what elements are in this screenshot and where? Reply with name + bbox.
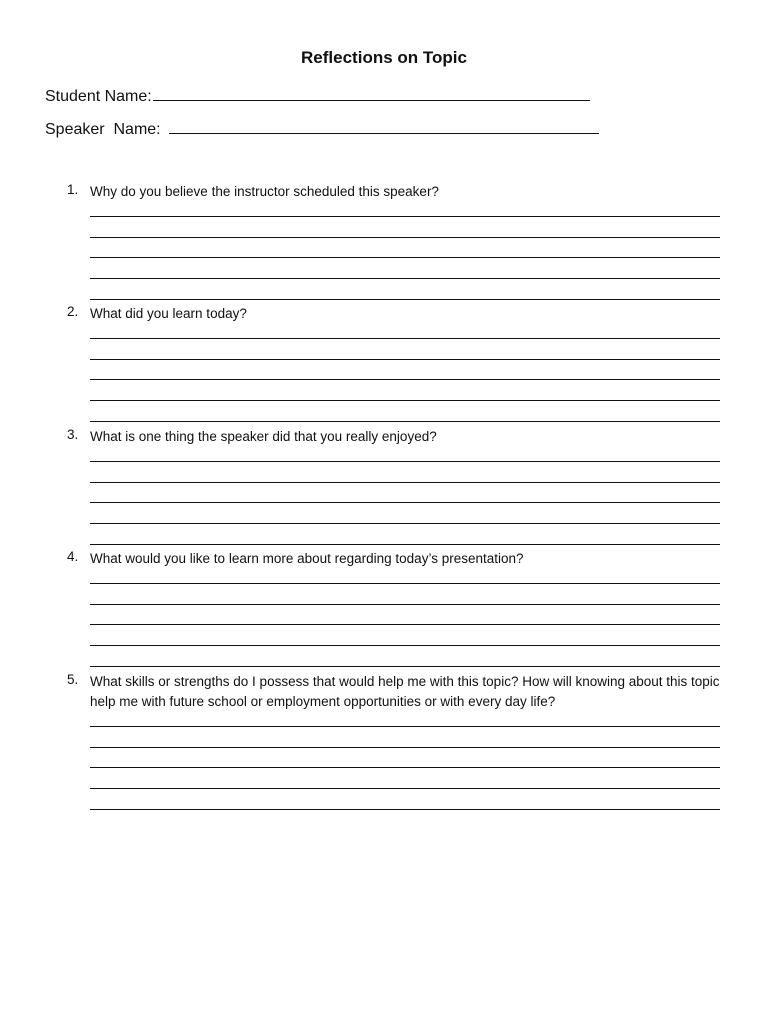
- answer-line[interactable]: [90, 726, 720, 727]
- speaker-name-row: [45, 119, 599, 139]
- answer-line[interactable]: [90, 767, 720, 768]
- question-text: What would you like to learn more about regarding today’s presentation?: [90, 551, 524, 566]
- student-name-label: Student Name:: [45, 88, 152, 105]
- question-text: What did you learn today?: [90, 306, 247, 321]
- answer-line[interactable]: [90, 523, 720, 524]
- student-name-blank[interactable]: [153, 86, 590, 101]
- answer-line[interactable]: [90, 666, 720, 667]
- worksheet-title: Reflections on Topic: [301, 48, 467, 67]
- speaker-name-label: Speaker Name:: [45, 121, 161, 138]
- answer-line[interactable]: [90, 809, 720, 810]
- answer-line[interactable]: [90, 237, 720, 238]
- answer-line[interactable]: [90, 216, 720, 217]
- speaker-name-blank[interactable]: [169, 119, 599, 134]
- answer-line[interactable]: [90, 544, 720, 545]
- answer-line[interactable]: [90, 645, 720, 646]
- question-number: 4.: [67, 549, 79, 564]
- question-number: 3.: [67, 427, 79, 442]
- answer-line[interactable]: [90, 502, 720, 503]
- answer-line[interactable]: [90, 583, 720, 584]
- answer-line[interactable]: [90, 421, 720, 422]
- answer-line[interactable]: [90, 788, 720, 789]
- answer-line[interactable]: [90, 359, 720, 360]
- question-text: Why do you believe the instructor scheduled this speaker?: [90, 184, 439, 199]
- answer-line[interactable]: [90, 379, 720, 380]
- answer-line[interactable]: [90, 400, 720, 401]
- question-number: 5.: [67, 672, 79, 687]
- answer-line[interactable]: [90, 604, 720, 605]
- question-text: What skills or strengths do I possess that would help me with this topic? How will knowing about this topic help me with future school or employment opportunities or with every day life?: [90, 674, 720, 709]
- question-number: 1.: [67, 182, 79, 197]
- answer-line[interactable]: [90, 624, 720, 625]
- answer-line[interactable]: [90, 257, 720, 258]
- student-name-row: [45, 86, 590, 106]
- answer-line[interactable]: [90, 482, 720, 483]
- question-text: What is one thing the speaker did that you really enjoyed?: [90, 429, 437, 444]
- answer-line[interactable]: [90, 278, 720, 279]
- answer-line[interactable]: [90, 299, 720, 300]
- answer-line[interactable]: [90, 461, 720, 462]
- answer-line[interactable]: [90, 747, 720, 748]
- question-number: 2.: [67, 304, 79, 319]
- answer-line[interactable]: [90, 338, 720, 339]
